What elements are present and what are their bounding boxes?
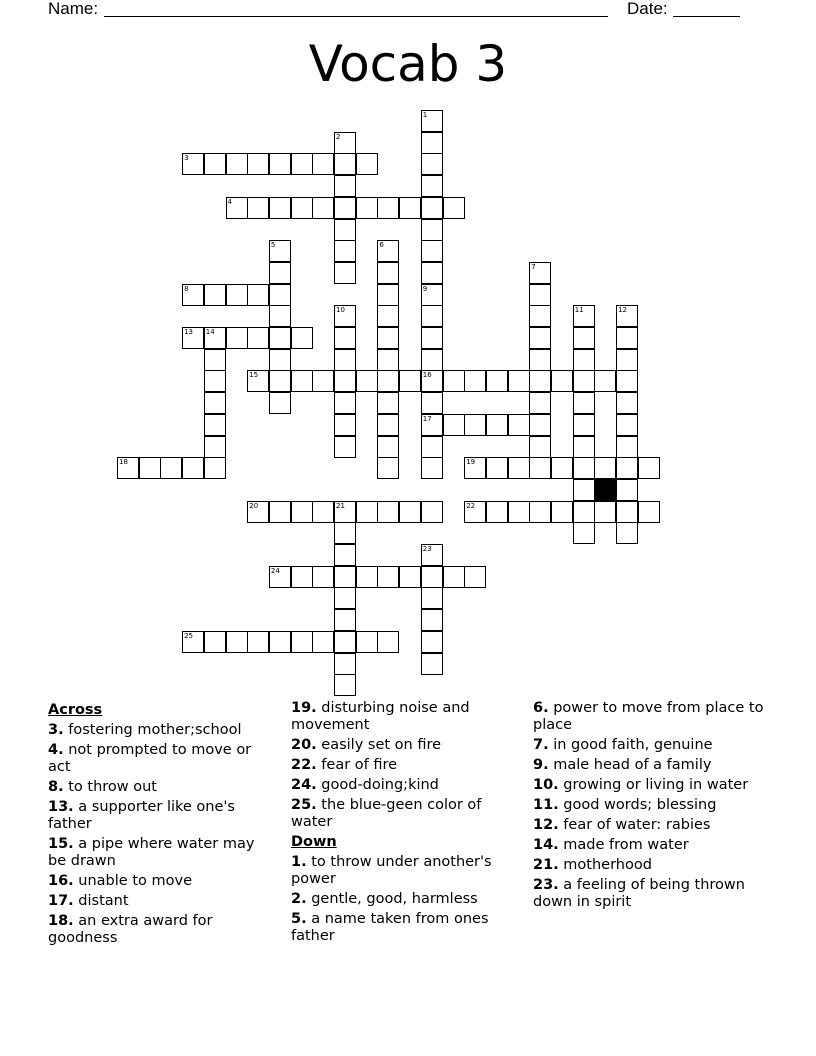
clue-down-9: 9. male head of a family [533, 757, 712, 773]
crossword-cell[interactable] [421, 544, 443, 566]
crossword-cell[interactable] [334, 370, 356, 392]
clue-number: 16 [422, 371, 432, 380]
crossword-cell[interactable] [529, 284, 551, 306]
clue-number: 3 [184, 154, 189, 163]
crossword-cell[interactable] [204, 349, 226, 371]
clue-column-3 [533, 700, 768, 914]
crossword-cell[interactable] [638, 501, 660, 523]
crossword-cell[interactable] [399, 566, 421, 588]
crossword-cell[interactable] [421, 414, 443, 436]
crossword-cell[interactable] [291, 197, 313, 219]
crossword-cell[interactable] [247, 631, 269, 653]
crossword-cell[interactable] [529, 370, 551, 392]
crossword-cell[interactable] [356, 370, 378, 392]
clue-number: 14 [205, 328, 215, 336]
crossword-cell[interactable] [464, 501, 486, 523]
across-heading: Across [48, 702, 103, 718]
crossword-cell[interactable] [204, 457, 226, 479]
clue-number: 11 [574, 306, 584, 315]
clue-across-22: 22. fear of fire [291, 757, 398, 773]
crossword-cell[interactable] [160, 457, 182, 479]
crossword-cell[interactable] [443, 370, 465, 392]
crossword-cell[interactable] [638, 457, 660, 479]
crossword-cell[interactable] [377, 457, 399, 479]
crossword-cell[interactable] [486, 501, 508, 523]
crossword-cell[interactable] [204, 284, 226, 306]
crossword-cell[interactable] [616, 370, 638, 392]
clue-across-4: 4. not prompted to move or act [48, 742, 252, 775]
crossword-cell[interactable] [312, 631, 334, 653]
crossword-cell[interactable] [616, 479, 638, 501]
clue-down-10: 10. growing or living in water [533, 777, 749, 793]
crossword-cell[interactable] [226, 631, 248, 653]
clue-across-18: 18. an extra award for goodness [48, 913, 213, 946]
clue-number: 15 [249, 371, 259, 380]
crossword-cell[interactable] [529, 349, 551, 371]
clue-across-24: 24. good-doing;kind [291, 777, 439, 793]
crossword-cell[interactable] [573, 305, 595, 327]
crossword-cell[interactable] [486, 370, 508, 392]
crossword-cell[interactable] [312, 370, 334, 392]
crossword-cell[interactable] [334, 392, 356, 414]
clue-down-7: 7. in good faith, genuine [533, 737, 713, 753]
crossword-cell[interactable] [594, 370, 616, 392]
crossword-cell[interactable] [399, 370, 421, 392]
crossword-cell[interactable] [529, 392, 551, 414]
crossword-cell[interactable] [269, 392, 291, 414]
date-label: Date: [627, 0, 668, 18]
crossword-cell[interactable] [529, 436, 551, 458]
crossword-cell[interactable] [421, 609, 443, 631]
crossword-cell[interactable] [117, 457, 139, 479]
crossword-cell[interactable] [616, 436, 638, 458]
crossword-cell[interactable] [377, 414, 399, 436]
name-label: Name: [48, 0, 99, 18]
crossword-cell[interactable] [421, 392, 443, 414]
crossword-cell[interactable] [573, 522, 595, 544]
crossword-cell[interactable] [573, 501, 595, 523]
crossword-cell[interactable] [182, 631, 204, 653]
crossword-cell[interactable] [529, 414, 551, 436]
crossword-cell[interactable] [616, 414, 638, 436]
crossword-cell[interactable] [421, 436, 443, 458]
crossword-cell[interactable] [204, 327, 226, 349]
crossword-cell[interactable] [204, 436, 226, 458]
crossword-cell[interactable] [269, 370, 291, 392]
crossword-cell[interactable] [377, 349, 399, 371]
clue-number: 7 [531, 262, 536, 271]
crossword-cell[interactable] [421, 175, 443, 197]
crossword-cell[interactable] [291, 327, 313, 349]
crossword-cell[interactable] [421, 305, 443, 327]
crossword-cell[interactable] [616, 501, 638, 523]
crossword-cell[interactable] [443, 566, 465, 588]
crossword-cell[interactable] [421, 587, 443, 609]
crossword-cell[interactable] [421, 262, 443, 284]
crossword-cell[interactable] [573, 327, 595, 349]
down-heading: Down [291, 834, 337, 850]
crossword-cell[interactable] [421, 197, 443, 219]
crossword-cell[interactable] [421, 370, 443, 392]
clue-number: 23 [422, 545, 432, 553]
crossword-cell[interactable] [291, 501, 313, 523]
crossword-cell[interactable] [573, 392, 595, 414]
crossword-cell[interactable] [334, 175, 356, 197]
crossword-cell[interactable] [247, 501, 269, 523]
crossword-cell[interactable] [269, 262, 291, 284]
clue-across-8: 8. to throw out [48, 779, 157, 795]
crossword-cell[interactable] [508, 457, 530, 479]
crossword-cell[interactable] [226, 327, 248, 349]
crossword-cell[interactable] [291, 153, 313, 175]
crossword-cell[interactable] [616, 522, 638, 544]
clue-number: 17 [422, 414, 432, 423]
clue-number: 19 [466, 458, 476, 467]
crossword-cell[interactable] [247, 370, 269, 392]
crossword-cell[interactable] [269, 197, 291, 219]
crossword-cell[interactable] [421, 349, 443, 371]
clue-across-16: 16. unable to move [48, 873, 192, 889]
clue-number: 4 [227, 197, 232, 206]
clue-down-5: 5. a name taken from ones father [291, 911, 489, 944]
crossword-cell[interactable] [247, 284, 269, 306]
crossword-cell[interactable] [399, 197, 421, 219]
crossword-cell[interactable] [529, 262, 551, 284]
crossword-cell[interactable] [334, 501, 356, 523]
crossword-cell[interactable] [269, 327, 291, 349]
page-title: Vocab 3 [308, 35, 508, 93]
crossword-cell[interactable] [204, 153, 226, 175]
crossword-cell[interactable] [334, 197, 356, 219]
clue-number: 9 [422, 284, 428, 293]
clue-number: 2 [336, 132, 341, 141]
crossword-cell[interactable] [464, 414, 486, 436]
clue-down-14: 14. made from water [533, 837, 689, 853]
crossword-cell[interactable] [573, 436, 595, 458]
crossword-block-cell [594, 479, 616, 501]
crossword-cell[interactable] [421, 153, 443, 175]
crossword-cell[interactable] [334, 349, 356, 371]
crossword-cell[interactable] [508, 370, 530, 392]
worksheet-header [0, 0, 816, 20]
crossword-cell[interactable] [377, 566, 399, 588]
crossword-cell[interactable] [616, 305, 638, 327]
crossword-cell[interactable] [334, 566, 356, 588]
crossword-cell[interactable] [421, 327, 443, 349]
crossword-cell[interactable] [573, 349, 595, 371]
crossword-cell[interactable] [269, 284, 291, 306]
date-blank-line[interactable] [673, 16, 740, 17]
clue-number: 6 [379, 241, 384, 250]
crossword-cell[interactable] [464, 566, 486, 588]
crossword-cell[interactable] [312, 197, 334, 219]
crossword-cell[interactable] [291, 631, 313, 653]
clue-across-15: 15. a pipe where water may be drawn [48, 836, 255, 869]
crossword-cell[interactable] [377, 262, 399, 284]
crossword-cell[interactable] [377, 392, 399, 414]
crossword-cell[interactable] [377, 197, 399, 219]
crossword-cell[interactable] [421, 132, 443, 154]
clue-down-23: 23. a feeling of being thrown down in spirit [533, 877, 745, 910]
crossword-cell[interactable] [356, 197, 378, 219]
crossword-cell[interactable] [334, 544, 356, 566]
clue-number: 25 [184, 631, 194, 640]
crossword-cell[interactable] [334, 609, 356, 631]
crossword-cell[interactable] [334, 414, 356, 436]
crossword-cell[interactable] [377, 436, 399, 458]
crossword-cell[interactable] [182, 327, 204, 349]
crossword-cell[interactable] [421, 566, 443, 588]
crossword-cell[interactable] [551, 501, 573, 523]
clue-across-17: 17. distant [48, 893, 129, 909]
crossword-cell[interactable] [269, 501, 291, 523]
crossword-cell[interactable] [291, 370, 313, 392]
crossword-cell[interactable] [334, 153, 356, 175]
crossword-cell[interactable] [356, 631, 378, 653]
crossword-cell[interactable] [529, 305, 551, 327]
crossword-cell[interactable] [486, 414, 508, 436]
crossword-cell[interactable] [334, 132, 356, 154]
crossword-cell[interactable] [443, 414, 465, 436]
crossword-cell[interactable] [529, 327, 551, 349]
crossword-cell[interactable] [551, 457, 573, 479]
crossword-cell[interactable] [269, 349, 291, 371]
crossword-cell[interactable] [334, 327, 356, 349]
crossword-cell[interactable] [377, 240, 399, 262]
clue-number: 8 [184, 284, 189, 293]
clue-column-2 [291, 700, 516, 948]
crossword-cell[interactable] [312, 501, 334, 523]
clue-number: 22 [466, 501, 476, 510]
crossword-cell[interactable] [334, 587, 356, 609]
crossword-cell[interactable] [356, 501, 378, 523]
crossword-cell[interactable] [204, 370, 226, 392]
crossword-cell[interactable] [573, 414, 595, 436]
crossword-cell[interactable] [204, 414, 226, 436]
crossword-cell[interactable] [573, 479, 595, 501]
crossword-cell[interactable] [529, 501, 551, 523]
clue-across-25: 25. the blue-geen color of water [291, 797, 482, 830]
crossword-cell[interactable] [334, 436, 356, 458]
clue-number: 12 [618, 306, 628, 315]
clue-number: 24 [270, 566, 280, 575]
crossword-cell[interactable] [247, 327, 269, 349]
crossword-cell[interactable] [269, 305, 291, 327]
crossword-cell[interactable] [182, 457, 204, 479]
crossword-cell[interactable] [356, 566, 378, 588]
crossword-cell[interactable] [334, 653, 356, 675]
crossword-cell[interactable] [421, 631, 443, 653]
crossword-cell[interactable] [377, 284, 399, 306]
crossword-cell[interactable] [399, 501, 421, 523]
crossword-cell[interactable] [226, 197, 248, 219]
crossword-cell[interactable] [334, 305, 356, 327]
crossword-cell[interactable] [377, 305, 399, 327]
clue-down-1: 1. to throw under another's power [291, 854, 492, 887]
name-blank-line[interactable] [104, 16, 608, 17]
crossword-cell[interactable] [421, 240, 443, 262]
crossword-cell[interactable] [377, 501, 399, 523]
clue-number: 1 [422, 111, 428, 119]
crossword-cell[interactable] [421, 501, 443, 523]
crossword-cell[interactable] [269, 566, 291, 588]
crossword-cell[interactable] [464, 457, 486, 479]
crossword-cell[interactable] [377, 370, 399, 392]
crossword-cell[interactable] [486, 457, 508, 479]
crossword-cell[interactable] [421, 219, 443, 241]
clue-across-3: 3. fostering mother;school [48, 722, 242, 738]
crossword-cell[interactable] [269, 631, 291, 653]
clue-down-6: 6. power to move from place to place [533, 700, 764, 733]
crossword-cell[interactable] [616, 392, 638, 414]
crossword-cell[interactable] [334, 219, 356, 241]
crossword-cell[interactable] [616, 349, 638, 371]
crossword-cell[interactable] [312, 566, 334, 588]
crossword-cell[interactable] [464, 370, 486, 392]
clue-down-12: 12. fear of water: rabies [533, 817, 711, 833]
crossword-cell[interactable] [529, 457, 551, 479]
crossword-cell[interactable] [421, 653, 443, 675]
clue-number: 10 [336, 306, 345, 315]
clue-across-13: 13. a supporter like one's father [48, 799, 235, 832]
crossword-cell[interactable] [616, 327, 638, 349]
crossword-cell[interactable] [616, 457, 638, 479]
clue-down-11: 11. good words; blessing [533, 797, 717, 813]
crossword-cell[interactable] [356, 153, 378, 175]
clue-number: 13 [184, 328, 194, 336]
crossword-cell[interactable] [594, 501, 616, 523]
crossword-cell[interactable] [204, 392, 226, 414]
crossword-cell[interactable] [573, 370, 595, 392]
clue-number: 5 [270, 241, 276, 250]
crossword-cell[interactable] [573, 457, 595, 479]
crossword-cell[interactable] [421, 284, 443, 306]
crossword-cell[interactable] [139, 457, 161, 479]
crossword-cell[interactable] [269, 153, 291, 175]
clue-number: 21 [336, 501, 345, 510]
crossword-cell[interactable] [247, 153, 269, 175]
crossword-cell[interactable] [334, 522, 356, 544]
crossword-cell[interactable] [334, 240, 356, 262]
crossword-cell[interactable] [334, 631, 356, 653]
crossword-cell[interactable] [269, 240, 291, 262]
crossword-cell[interactable] [204, 631, 226, 653]
crossword-cell[interactable] [508, 501, 530, 523]
crossword-cell[interactable] [334, 674, 356, 696]
clue-column-1 [48, 700, 273, 950]
clue-down-2: 2. gentle, good, harmless [291, 891, 478, 907]
crossword-cell[interactable] [334, 262, 356, 284]
clue-number: 20 [249, 501, 259, 510]
crossword-cell[interactable] [594, 457, 616, 479]
crossword-cell[interactable] [312, 153, 334, 175]
crossword-cell[interactable] [377, 327, 399, 349]
crossword-cell[interactable] [551, 370, 573, 392]
crossword-cell[interactable] [247, 197, 269, 219]
crossword-cell[interactable] [508, 414, 530, 436]
crossword-cell[interactable] [377, 631, 399, 653]
crossword-cell[interactable] [291, 566, 313, 588]
crossword-cell[interactable] [182, 153, 204, 175]
clue-down-21: 21. motherhood [533, 857, 652, 873]
clue-number: 18 [119, 458, 128, 467]
crossword-cell[interactable] [182, 284, 204, 306]
clue-across-20: 20. easily set on fire [291, 737, 442, 753]
crossword-cell[interactable] [421, 110, 443, 132]
clue-across-19: 19. disturbing noise and movement [291, 700, 470, 733]
crossword-cell[interactable] [226, 153, 248, 175]
crossword-cell[interactable] [421, 457, 443, 479]
crossword-cell[interactable] [443, 197, 465, 219]
crossword-cell[interactable] [226, 284, 248, 306]
